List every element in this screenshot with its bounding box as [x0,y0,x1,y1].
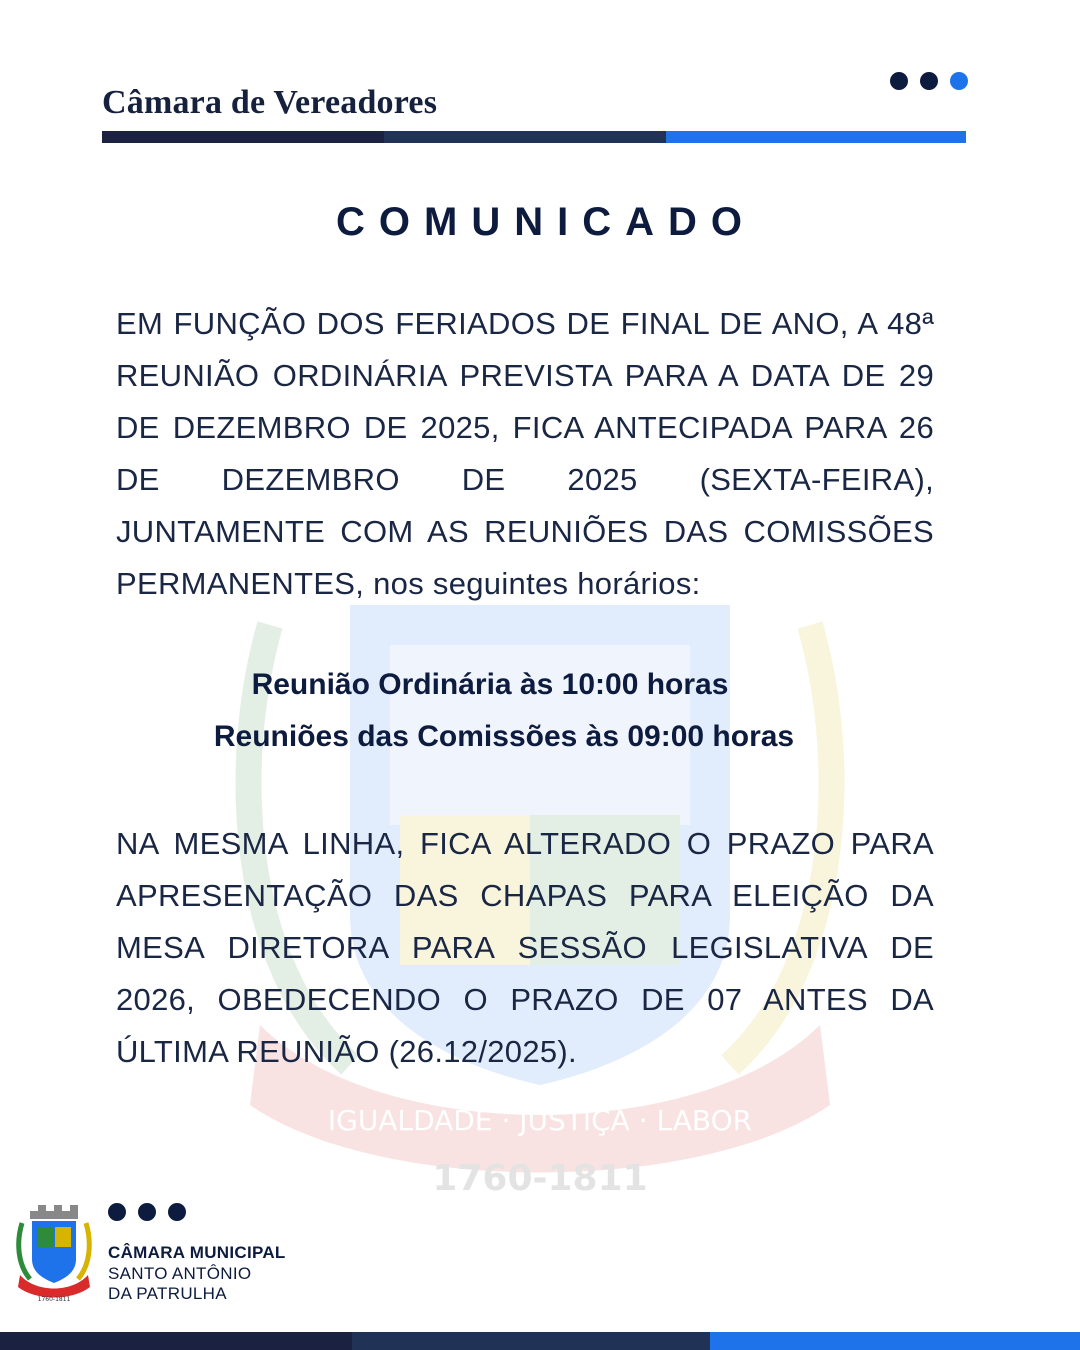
paragraph-1-tail: nos seguintes horários: [373,566,701,601]
watermark-motto: IGUALDADE · JUSTIÇA · LABOR [327,1104,753,1137]
paragraph-1-upper: EM FUNÇÃO DOS FERIADOS DE FINAL DE ANO, A 48ª REUNIÃO ORDINÁRIA PREVISTA PARA A DATA DE 29 DE DEZEMBRO DE 2025, FICA ANTECIPADA PARA 26 DE DEZEMBRO DE 2025 (SEXTA-FEIRA), JUNTAMENTE COM AS REUNIÕES DAS COMISSÕES PERMANENTES, [116,306,934,601]
crest-years: 1760-1811 [37,1296,71,1303]
footer-org-name: CÂMARA MUNICIPAL [108,1243,286,1262]
paragraph-2: NA MESMA LINHA, FICA ALTERADO O PRAZO PARA APRESENTAÇÃO DAS CHAPAS PARA ELEIÇÃO DA MESA DIRETORA PARA SESSÃO LEGISLATIVA DE 2026, OBEDECENDO O PRAZO DE 07 ANTES DA ÚLTIMA REUNIÃO (26.12/2025). [116,826,934,1069]
paragraph-1 [116,298,934,610]
header-dots [890,72,968,90]
dot-1 [890,72,908,90]
page-title: COMUNICADO [336,200,756,244]
footer-dots [108,1203,186,1221]
header-divider-bar [102,131,966,143]
footer-dot-3 [168,1203,186,1221]
footer-dot-2 [138,1203,156,1221]
header-title: Câmara de Vereadores [102,84,438,121]
footer-divider-bar [0,1332,1080,1350]
dot-2 [920,72,938,90]
dot-3 [950,72,968,90]
watermark-years: 1760-1811 [432,1158,648,1199]
schedule-ordinary-meeting: Reunião Ordinária às 10:00 horas [251,668,729,701]
footer-dot-1 [108,1203,126,1221]
schedule-committee-meetings: Reuniões das Comissões às 09:00 horas [213,720,795,753]
footer-city-line-1: SANTO ANTÔNIO [108,1264,252,1283]
footer-city-line-2: DA PATRULHA [108,1284,227,1303]
municipal-crest-icon [16,1203,92,1303]
